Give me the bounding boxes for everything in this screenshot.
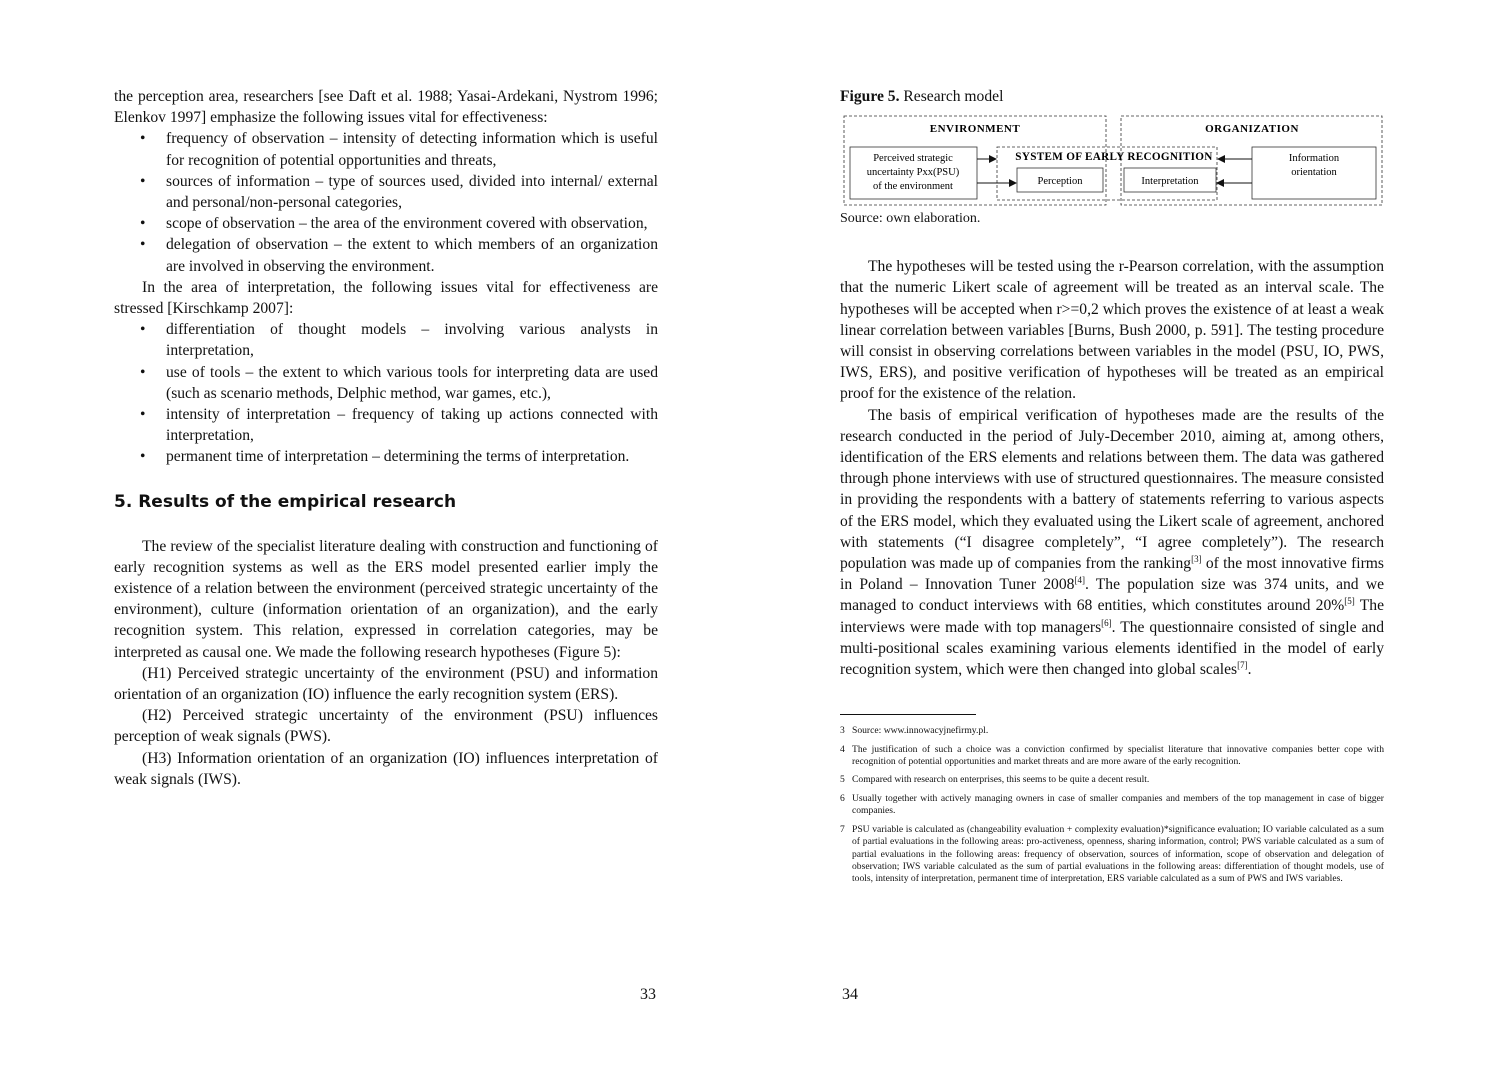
psu-label-line: Perceived strategic: [873, 153, 953, 165]
figure-label: Figure 5.: [840, 88, 900, 105]
review-paragraph: The review of the specialist literature dealing with construction and functioning of early recognition systems as well as the ERS model presented earlier imply the existence of a relation between the environment (perceived strategic uncertainty of the environment), culture (information orientation of an organization), and the early recognition system. This relation, expressed in correlation categories, may be interpreted as causal one. We made the following research hypotheses (Figure 5):: [114, 537, 658, 661]
hypothesis-h2: (H2) Perceived strategic uncertainty of the environment (PSU) influences perception of weak signals (PWS).: [114, 707, 658, 746]
figure-caption: [840, 86, 1384, 107]
figure-title: Research model: [903, 88, 1004, 105]
bullet-icon: •: [140, 363, 146, 381]
footnote: 3 Source: www.innowacyjnefirmy.pl.: [840, 725, 989, 737]
list-item: • sources of information – type of sources used, divided into internal/ external and personal/non-personal categories,: [140, 172, 658, 212]
footnote: 6 Usually together with actively managing owners in case of smaller companies and members of the top management in case of bigger companies.: [840, 792, 1384, 817]
footnote-ref[interactable]: [5]: [1344, 596, 1355, 607]
hypothesis-h1: (H1) Perceived strategic uncertainty of the environment (PSU) and information orientation of an organization (IO) influence the early recognition system (ERS).: [114, 664, 658, 704]
io-label-line: Information: [1288, 153, 1340, 165]
interpretation-paragraph: In the area of interpretation, the following issues vital for effectiveness are stressed [Kirschkamp 2007]:: [114, 278, 658, 318]
right-text-column: [840, 86, 1384, 892]
list-item: • use of tools – the extent to which various tools for interpreting data are used (such as scenario methods, Delphic method, war games, etc.),: [140, 363, 658, 402]
empirical-basis-paragraph: The basis of empirical verification of hypotheses made are the results of the research conducted in the period of July-December 2010, aiming at, among others, identification of the ERS elements and relations between them. The data was gathered through phone interviews with use of structured questionnaires. The measure consisted in providing the respondents with a battery of statements referring to various aspects of the ERS model, which they evaluated using the Likert scale of agreement, anchored with statements (“I disagree completely”, “I agree completely”). The research population was made up of companies from the ranking[3] of the most innovative firms in Poland – Innovation Tuner 2008[4]. The population size was 374 units, and we managed to conduct interviews with 68 entities, which constitutes around 20%[5] The interviews were made with top managers[6]. The questionnaire consisted of single and multi-positional scales examining various elements identified in the model of early recognition system, which were then changed into global scales[7].: [840, 406, 1384, 679]
list-item: • scope of observation – the area of the environment covered with observation,: [114, 213, 658, 234]
page-number: 33: [640, 986, 656, 1003]
interpretation-issues-list: [114, 319, 658, 467]
list-item: • differentiation of thought models – involving various analysts in interpretation,: [140, 321, 658, 360]
intro-paragraph: the perception area, researchers [see Daft et al. 1988; Yasai-Ardekani, Nystrom 1996; Elenkov 1997] emphasize the following issues vital for effectiveness:: [114, 88, 658, 127]
hypotheses-testing-paragraph: The hypotheses will be tested using the r-Pearson correlation, with the assumption that the numeric Likert scale of agreement will be treated as an interval scale. The hypotheses will be accepted when r>=0,2 which proves the existence of at least a weak linear correlation between variables [Burns, Bush 2000, p. 591]. The testing procedure will consist in observing correlations between variables in the model (PSU, IO, PWS, IWS, ERS), and positive verification of hypotheses will be treated as an empirical proof for the existence of the relation.: [840, 258, 1384, 403]
bullet-icon: •: [140, 321, 146, 339]
system-label: SYSTEM OF EARLY RECOGNITION: [1015, 151, 1213, 164]
list-item: • permanent time of interpretation – determining the terms of interpretation.: [114, 446, 658, 467]
footnotes: [840, 725, 1384, 885]
section-heading: 5. Results of the empirical research: [114, 491, 457, 512]
footnote: 4 The justification of such a choice was a conviction confirmed by specialist literature that innovative companies better cope with recognition of potential opportunities and market threats and are more aware of the early recognition.: [840, 743, 1384, 768]
bullet-icon: •: [140, 215, 146, 233]
bullet-icon: •: [140, 130, 146, 148]
environment-label: ENVIRONMENT: [929, 123, 1021, 136]
footnote: 7 PSU variable is calculated as (changeability evaluation + complexity evaluation)*significance evaluation; IO variable calculated as a sum of partial evaluations in the following areas: pro-activeness, openness, sharing information, control; PWS variable calculated as a sum of partial evaluations in the following areas: frequency of observation, sources of information, scope of observation and delegation of observation; IWS variable calculated as the sum of partial evaluations in the following areas: differentiation of thought models, use of tools, intensity of interpretation, permanent time of interpretation, ERS variable calculated as a sum of PWS and IWS variables.: [840, 823, 1384, 885]
psu-label-line: of the environment: [873, 181, 953, 193]
psu-label-line: uncertainty Pxx(PSU): [866, 167, 960, 179]
footnote-ref[interactable]: [3]: [1191, 553, 1202, 564]
left-text-column: [114, 86, 658, 790]
perception-label: Perception: [1037, 176, 1083, 188]
bullet-icon: •: [140, 406, 146, 424]
footnote-ref[interactable]: [7]: [1237, 659, 1248, 670]
footnote: 5 Compared with research on enterprises, this seems to be quite a decent result.: [840, 774, 1150, 786]
bullet-icon: •: [140, 448, 146, 466]
footnote-ref[interactable]: [4]: [1074, 575, 1085, 586]
list-item: • frequency of observation – intensity of detecting information which is useful for recognition of potential opportunities and threats,: [140, 130, 658, 169]
page-number: 34: [842, 986, 858, 1003]
list-item: • intensity of interpretation – frequency of taking up actions connected with interpretation,: [140, 406, 658, 445]
organization-label: ORGANIZATION: [1205, 123, 1299, 136]
bullet-icon: •: [140, 236, 146, 254]
footnote-divider: [840, 714, 976, 715]
perception-issues-list: [114, 128, 658, 276]
figure-source: Source: own elaboration.: [840, 211, 981, 227]
io-label-line: orientation: [1291, 167, 1337, 179]
footnote-ref[interactable]: [6]: [1101, 617, 1112, 628]
interpretation-label: Interpretation: [1141, 176, 1199, 188]
right-page: [750, 0, 1500, 1068]
research-model-diagram: [840, 113, 1384, 209]
hypothesis-h3: (H3) Information orientation of an organization (IO) influences interpretation of weak signals (IWS).: [114, 749, 658, 788]
bullet-icon: •: [140, 172, 146, 190]
list-item: • delegation of observation – the extent to which members of an organization are involved in observing the environment.: [140, 236, 658, 275]
